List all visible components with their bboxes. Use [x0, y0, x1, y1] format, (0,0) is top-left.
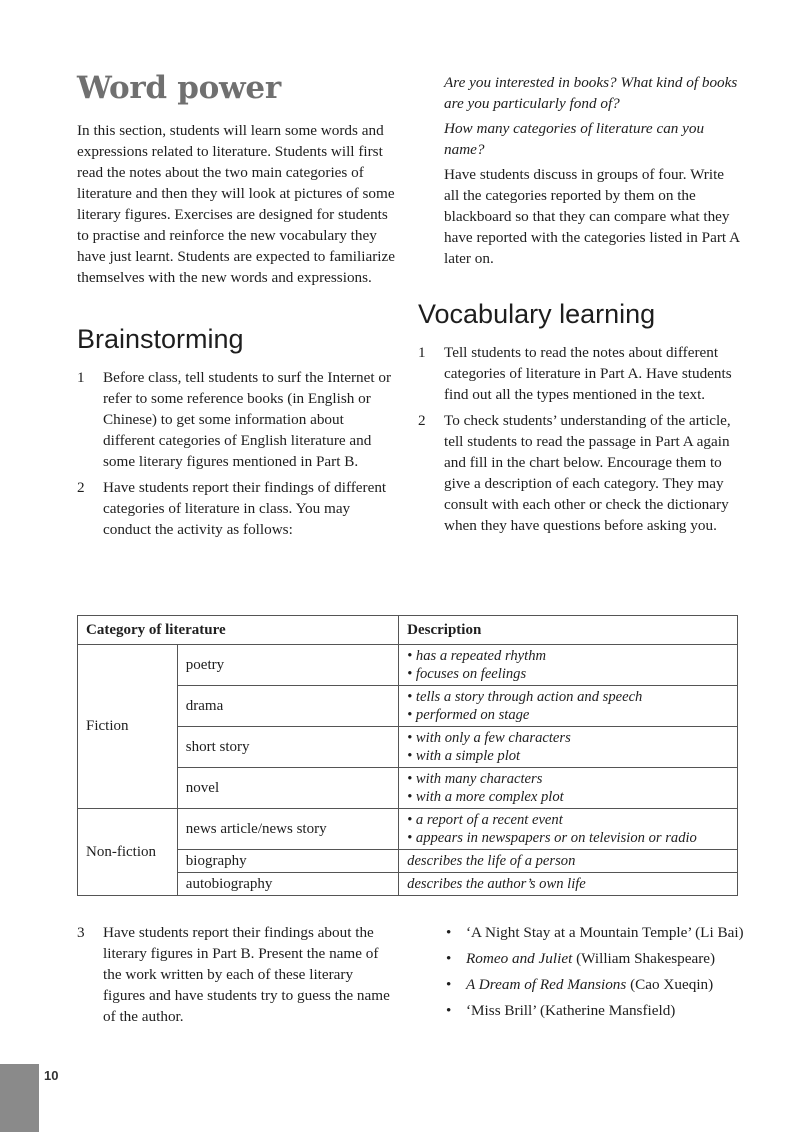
table-row [78, 809, 738, 850]
table-row [78, 768, 738, 809]
description-cell: • a report of a recent event • appears in newspapers or on television or radio [399, 809, 738, 850]
brainstorming-title: Brainstorming [77, 324, 244, 354]
table-row [78, 727, 738, 768]
category-cell: drama [177, 686, 398, 727]
question-1: Are you interested in books? What kind of books are you particularly fond of? [444, 74, 738, 112]
description-cell: • has a repeated rhythm • focuses on feelings [399, 645, 738, 686]
header-description: Description [399, 616, 738, 645]
vocabulary-title: Vocabulary learning [418, 299, 656, 329]
list-item: • ‘Miss Brill’ (Katherine Mansfield) [446, 1002, 676, 1019]
description-cell: • with many characters • with a more complex plot [399, 768, 738, 809]
list-item: 2 To check students’ understanding of the article, tell students to read the passage in Part A again and fill in the chart below. Encourage them to give a description of each category. They may consult with each other or check the dictionary when they have questions before asking you. [418, 412, 731, 534]
page-number: 10 [44, 1068, 59, 1083]
brainstorming-list [77, 367, 397, 540]
list-item: • Romeo and Juliet (William Shakespeare) [446, 950, 716, 967]
page-tab [0, 1064, 39, 1132]
list-item: 2 Have students report their findings of different categories of literature in class. You may conduct the activity as follows: [77, 479, 387, 538]
table-header-row [78, 616, 738, 645]
category-cell: novel [177, 768, 398, 809]
category-cell: short story [177, 727, 398, 768]
literary-works-list [446, 922, 746, 1026]
question-2: How many categories of literature can you name? [444, 120, 705, 158]
description-cell: describes the life of a person [399, 850, 738, 873]
fiction-label: Fiction [78, 645, 178, 809]
discussion-paragraph: Have students discuss in groups of four. Write all the categories reported by them on the blackboard so that they can compare what they have reported with the categories listed in Part A later on. [444, 166, 740, 267]
discussion-questions [418, 72, 740, 269]
category-cell: autobiography [177, 873, 398, 896]
list-item: 1 Tell students to read the notes about different categories of literature in Part A. Have students find out all the types mentioned in the text. [418, 344, 732, 403]
category-cell: news article/news story [177, 809, 398, 850]
table-row [78, 873, 738, 896]
table-row [78, 686, 738, 727]
description-cell: • with only a few characters • with a simple plot [399, 727, 738, 768]
literature-category-table [77, 615, 738, 896]
header-category: Category of literature [78, 616, 399, 645]
list-item: 3 Have students report their findings about the literary figures in Part B. Present the name of the work written by each of these literary figures and have students try to guess the name of the author. [77, 924, 390, 1025]
description-cell: describes the author’s own life [399, 873, 738, 896]
word-power-title: Word power [77, 70, 281, 106]
list-item: 1 Before class, tell students to surf the Internet or refer to some reference books (in English or Chinese) to get some information about different categories of English literature and some literary figures mentioned in Part B. [77, 369, 392, 470]
category-cell: biography [177, 850, 398, 873]
description-cell: • tells a story through action and speech • performed on stage [399, 686, 738, 727]
word-power-body: In this section, students will learn some words and expressions related to literature. Students will first read the notes about the two main categories of literature and then they will look at pictures of some literary figures. Exercises are designed for students to practise and reinforce the new vocabulary they have just learnt. Students are expected to familiarize themselves with the new words and expressions. [77, 122, 395, 286]
vocabulary-list [418, 342, 740, 536]
list-item: • A Dream of Red Mansions (Cao Xueqin) [446, 976, 714, 993]
nonfiction-label: Non-fiction [78, 809, 178, 896]
table-row [78, 850, 738, 873]
activity-item-3 [77, 922, 397, 1032]
left-column [77, 70, 397, 545]
right-column [418, 72, 740, 541]
category-cell: poetry [177, 645, 398, 686]
list-item: • ‘A Night Stay at a Mountain Temple’ (Li Bai) [446, 924, 744, 941]
table-row [78, 645, 738, 686]
